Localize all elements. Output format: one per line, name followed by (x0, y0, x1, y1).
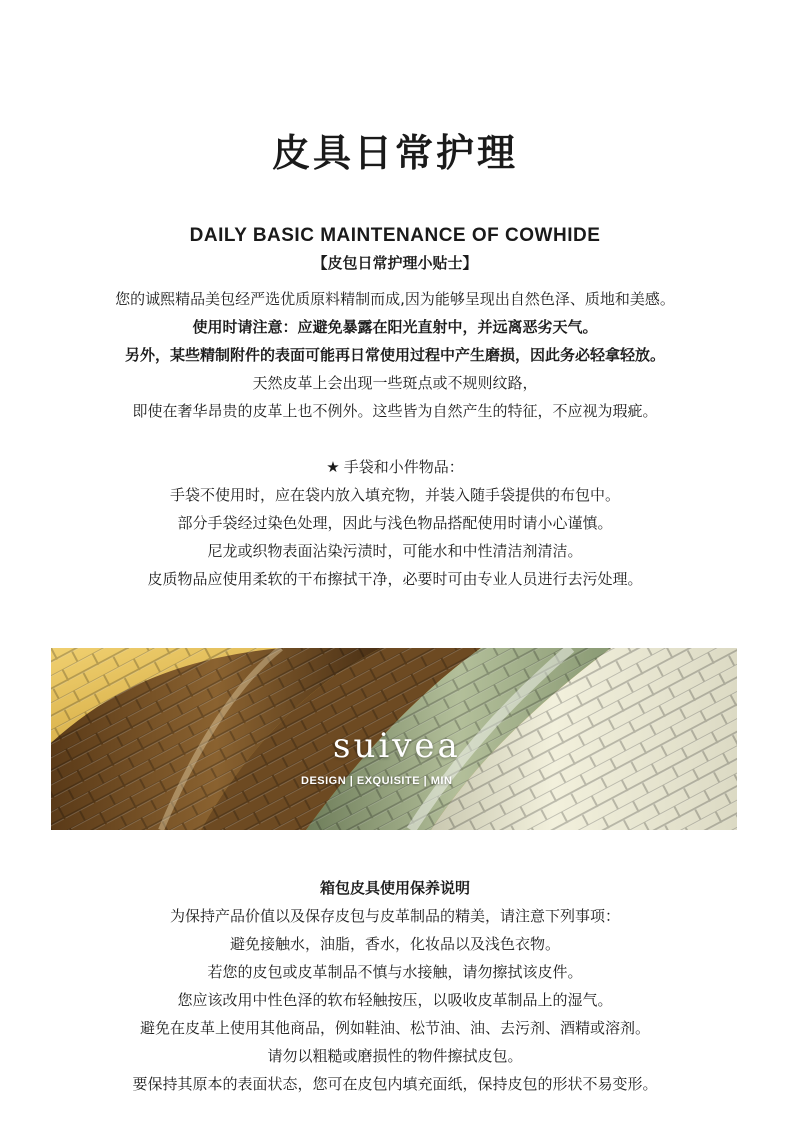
brand-tagline: DESIGN | EXQUISITE | MIN (301, 775, 453, 787)
intro-line-bold: 使用时请注意：应避免暴露在阳光直射中，并远离恶劣天气。 (192, 318, 598, 336)
star-icon: ★ (326, 458, 340, 476)
intro-section (0, 285, 790, 425)
handbag-heading-text: 手袋和小件物品： (343, 458, 464, 476)
leather-banner-image (51, 648, 737, 830)
intro-line: 天然皮革上会出现一些斑点或不规则纹路， (252, 374, 538, 392)
care-line: 避免在皮革上使用其他商品，例如鞋油、松节油、油、去污剂、酒精或溶剂。 (139, 1019, 650, 1037)
brand-logo-text: suivea (333, 726, 461, 766)
page-title: 皮具日常护理 (271, 131, 518, 175)
care-line: 为保持产品价值以及保存皮包与皮革制品的精美，请注意下列事项： (169, 907, 620, 925)
intro-line: 您的诚熙精品美包经严选优质原料精制而成,因为能够呈现出自然色泽、质地和美感。 (115, 290, 675, 308)
care-line: 请勿以粗糙或磨损性的物件擦拭皮包。 (267, 1047, 523, 1065)
tips-title: 【皮包日常护理小贴士】 (312, 254, 478, 272)
care-line: 要保持其原本的表面状态，您可在皮包内填充面纸，保持皮包的形状不易变形。 (132, 1075, 658, 1093)
care-heading: 箱包皮具使用保养说明 (319, 879, 470, 897)
care-line: 若您的皮包或皮革制品不慎与水接触，请勿擦拭该皮件。 (207, 963, 583, 981)
intro-line-bold: 另外，某些精制附件的表面可能再日常使用过程中产生磨损，因此务必轻拿轻放。 (124, 346, 665, 364)
care-line: 避免接触水，油脂，香水，化妆品以及浅色衣物。 (229, 935, 560, 953)
handbag-line: 手袋不使用时，应在袋内放入填充物，并装入随手袋提供的布包中。 (169, 486, 620, 504)
handbag-heading (0, 453, 790, 481)
care-section (0, 874, 790, 1098)
handbag-section (0, 453, 790, 593)
intro-line: 即使在奢华昂贵的皮革上也不例外。这些皆为自然产生的特征，不应视为瑕疵。 (132, 402, 658, 420)
english-subtitle: DAILY BASIC MAINTENANCE OF COWHIDE (189, 225, 601, 246)
handbag-line: 尼龙或织物表面沾染污渍时，可能水和中性清洁剂清洁。 (207, 542, 583, 560)
handbag-line: 皮质物品应使用柔软的干布擦拭干净，必要时可由专业人员进行去污处理。 (147, 570, 643, 588)
care-line: 您应该改用中性色泽的软布轻触按压，以吸收皮革制品上的湿气。 (177, 991, 613, 1009)
handbag-line: 部分手袋经过染色处理，因此与浅色物品搭配使用时请小心谨慎。 (177, 514, 613, 532)
